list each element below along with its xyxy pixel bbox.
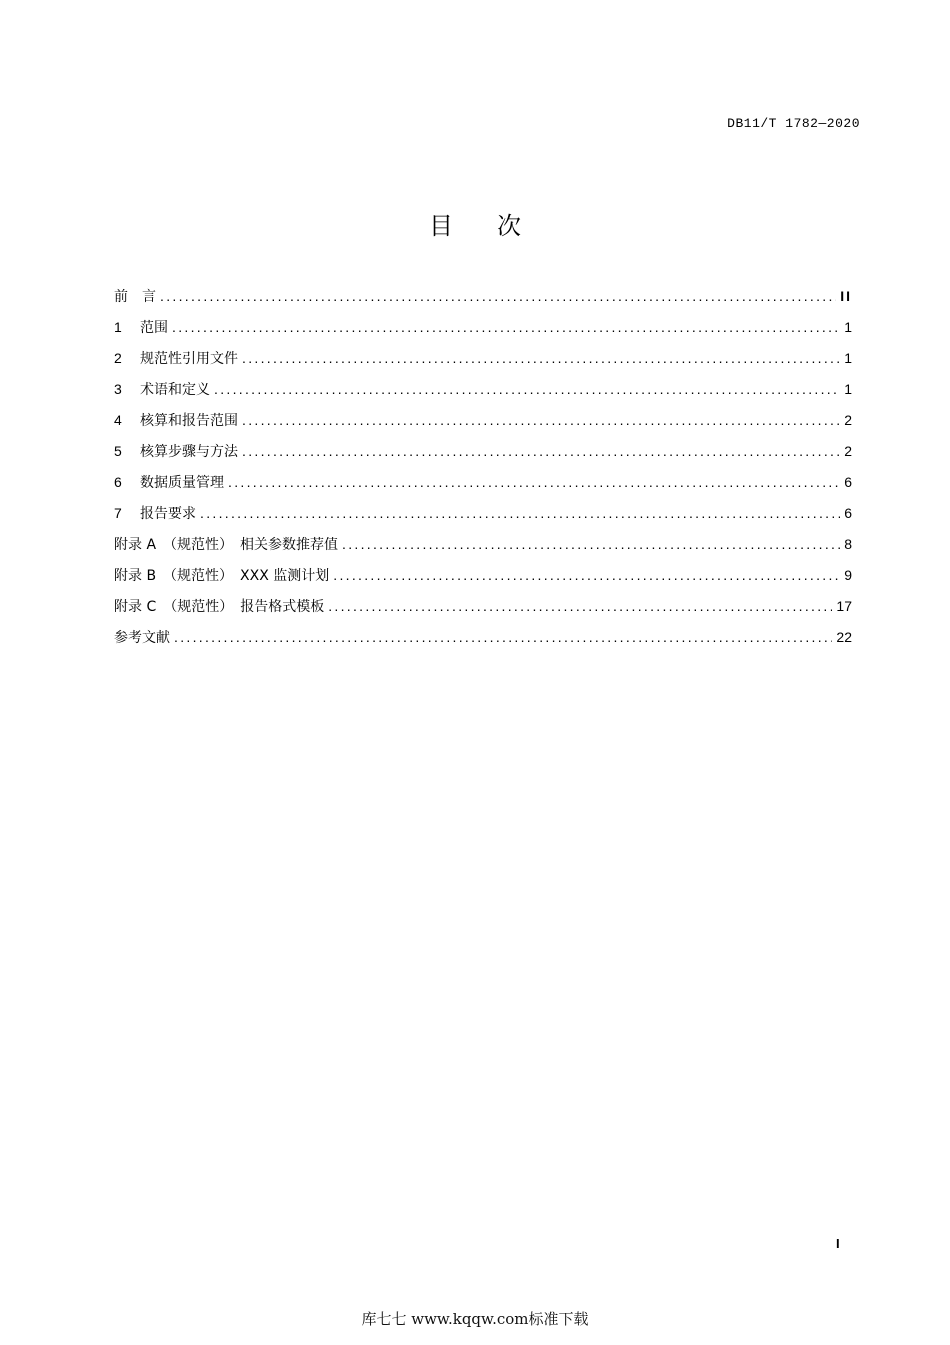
toc-leader-dots <box>342 536 840 552</box>
toc-entry-appendix-b[interactable] <box>114 565 852 596</box>
toc-entry-page: 2 <box>844 412 852 428</box>
toc-title: 目次 <box>429 212 565 240</box>
toc-entry-label <box>114 472 224 492</box>
toc-entry-label: 前 言 <box>114 289 156 305</box>
toc-leader-dots <box>242 412 840 428</box>
toc-entry-label: 附录 A （规范性） 相关参数推荐值 <box>114 537 339 553</box>
toc-entry-references[interactable] <box>114 627 852 658</box>
toc-entry-text: 核算和报告范围 <box>140 413 238 429</box>
toc-entry-number: 1 <box>114 319 122 335</box>
toc-entry-label: 附录 C （规范性） 报告格式模板 <box>114 599 325 615</box>
toc-entry-appendix-a[interactable] <box>114 534 852 565</box>
toc-entry-label <box>114 410 238 430</box>
toc-entry-number: 6 <box>114 474 122 490</box>
toc-entry-3[interactable] <box>114 379 852 410</box>
toc-entry-label: 参考文献 <box>114 630 170 646</box>
toc-entry-page: II <box>840 288 852 304</box>
toc-entry-text: 核算步骤与方法 <box>140 444 238 460</box>
toc-entry-label <box>114 441 238 461</box>
toc-entry-text: 规范性引用文件 <box>140 351 238 367</box>
document-code: DB11/T 1782—2020 <box>727 116 860 131</box>
toc-entry-label <box>114 379 210 399</box>
toc-entry-text: 报告要求 <box>140 506 196 522</box>
toc-leader-dots <box>174 629 832 645</box>
toc-entry-4[interactable] <box>114 410 852 441</box>
toc-entry-text: 范围 <box>140 320 168 336</box>
toc-entry-page: 6 <box>844 505 852 521</box>
toc-entry-page: 17 <box>836 598 852 614</box>
toc-entry-2[interactable] <box>114 348 852 379</box>
toc-leader-dots <box>160 288 836 304</box>
toc-entry-6[interactable] <box>114 472 852 503</box>
toc-entry-number: 4 <box>114 412 122 428</box>
toc-leader-dots <box>242 350 840 366</box>
toc-entry-page: 1 <box>844 319 852 335</box>
page-number: I <box>836 1236 840 1251</box>
toc-entry-number: 2 <box>114 350 122 366</box>
toc-leader-dots <box>228 474 840 490</box>
toc-entry-appendix-c[interactable] <box>114 596 852 627</box>
toc-entry-page: 1 <box>844 350 852 366</box>
toc-leader-dots <box>214 381 840 397</box>
toc-entry-text: 数据质量管理 <box>140 475 224 491</box>
toc-entry-label <box>114 317 168 337</box>
toc-entry-label <box>114 348 238 368</box>
toc-entry-page: 22 <box>836 629 852 645</box>
toc-entry-7[interactable] <box>114 503 852 534</box>
toc-entry-1[interactable] <box>114 317 852 348</box>
toc-entry-page: 9 <box>844 567 852 583</box>
toc-leader-dots <box>328 598 832 614</box>
toc-leader-dots <box>172 319 840 335</box>
toc-leader-dots <box>333 567 840 583</box>
toc-entry-number: 3 <box>114 381 122 397</box>
toc-entry-page: 2 <box>844 443 852 459</box>
footer-watermark-text: 库七七 www.kqqw.com标准下载 <box>361 1310 589 1328</box>
toc-entry-5[interactable] <box>114 441 852 472</box>
toc-entry-page: 8 <box>844 536 852 552</box>
toc-leader-dots <box>242 443 840 459</box>
toc-entry-page: 1 <box>844 381 852 397</box>
toc-entry-foreword[interactable] <box>114 286 852 317</box>
toc-entry-text: 术语和定义 <box>140 382 210 398</box>
table-of-contents <box>114 286 852 658</box>
toc-entry-label <box>114 503 196 523</box>
toc-entry-number: 5 <box>114 443 122 459</box>
toc-entry-page: 6 <box>844 474 852 490</box>
toc-entry-number: 7 <box>114 505 122 521</box>
toc-entry-label: 附录 B （规范性） XXX 监测计划 <box>114 568 330 584</box>
toc-leader-dots <box>200 505 840 521</box>
